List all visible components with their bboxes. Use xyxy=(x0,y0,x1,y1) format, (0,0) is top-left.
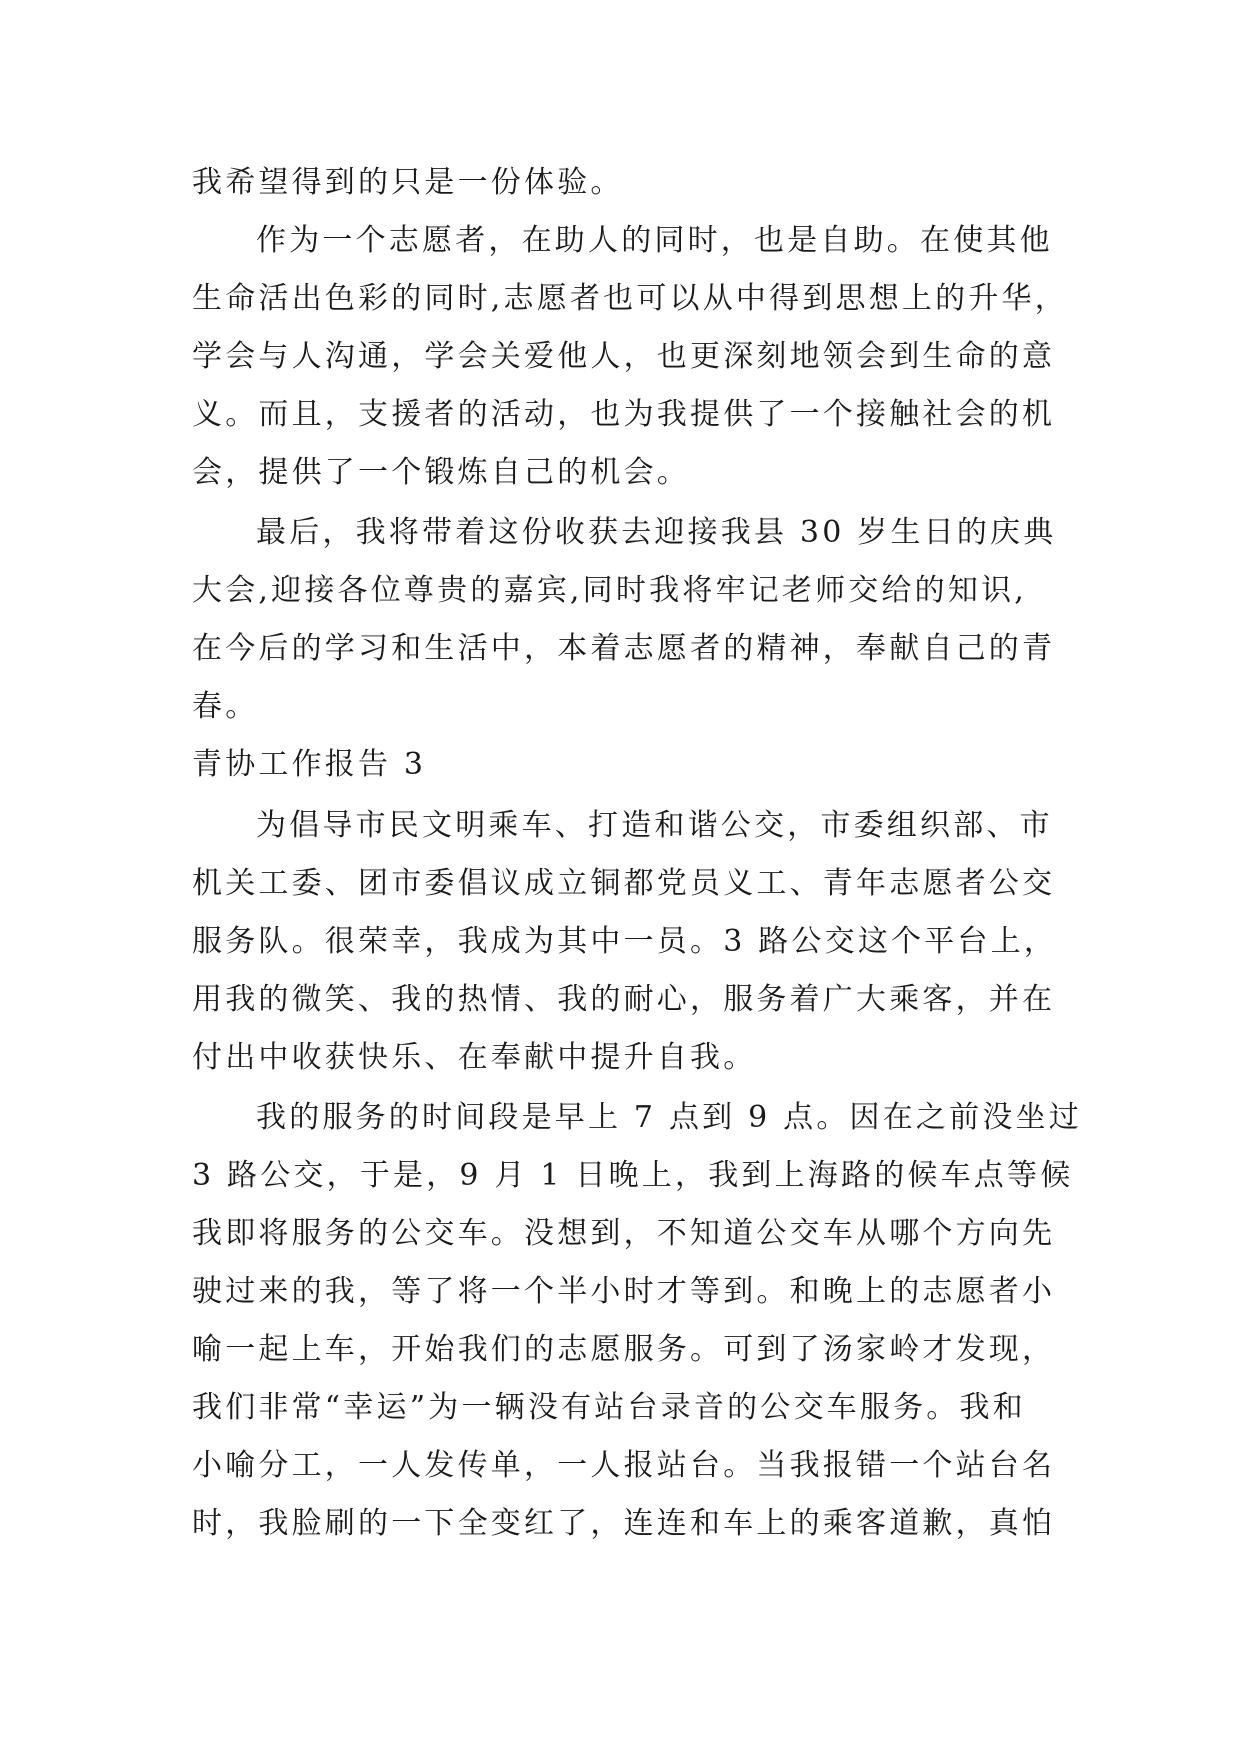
paragraph-line: 喻一起上车，开始我们的志愿服务。可到了汤家岭才发现， xyxy=(192,1332,1056,1367)
paragraph-line: 在今后的学习和生活中，本着志愿者的精神，奉献自己的青 xyxy=(192,631,1056,666)
paragraph-line: 生命活出色彩的同时,志愿者也可以从中得到思想上的升华， xyxy=(192,281,1068,316)
paragraph-line: 用我的微笑、我的热情、我的耐心，服务着广大乘客，并在 xyxy=(192,982,1056,1017)
paragraph-line: 我们非常“幸运”为一辆没有站台录音的公交车服务。我和 xyxy=(192,1390,1026,1425)
paragraph-line: 义。而且，支援者的活动，也为我提供了一个接触社会的机 xyxy=(192,397,1056,432)
paragraph-line: 我希望得到的只是一份体验。 xyxy=(192,165,624,200)
paragraph-line: 春。 xyxy=(192,689,259,724)
paragraph-line: 会，提供了一个锻炼自己的机会。 xyxy=(192,455,690,490)
paragraph-line: 3 路公交，于是，9 月 1 日晚上，我到上海路的候车点等候 xyxy=(192,1158,1074,1193)
section-heading: 青协工作报告 3 xyxy=(192,747,427,782)
paragraph-line: 服务队。很荣幸，我成为其中一员。3 路公交这个平台上， xyxy=(192,924,1058,959)
paragraph-line: 时，我脸刷的一下全变红了，连连和车上的乘客道歉，真怕 xyxy=(192,1506,1056,1541)
paragraph-line: 我即将服务的公交车。没想到，不知道公交车从哪个方向先 xyxy=(192,1216,1056,1251)
paragraph-line: 学会与人沟通，学会关爱他人，也更深刻地领会到生命的意 xyxy=(192,339,1056,374)
paragraph-line: 机关工委、团市委倡议成立铜都党员义工、青年志愿者公交 xyxy=(192,866,1056,901)
paragraph-line: 我的服务的时间段是早上 7 点到 9 点。因在之前没坐过 xyxy=(256,1100,1082,1135)
paragraph-line: 作为一个志愿者，在助人的同时，也是自助。在使其他 xyxy=(256,223,1053,258)
paragraph-line: 大会,迎接各位尊贵的嘉宾,同时我将牢记老师交给的知识, xyxy=(192,573,1028,608)
paragraph-line: 驶过来的我，等了将一个半小时才等到。和晚上的志愿者小 xyxy=(192,1274,1056,1309)
paragraph-line: 为倡导市民文明乘车、打造和谐公交，市委组织部、市 xyxy=(256,808,1053,843)
paragraph-line: 付出中收获快乐、在奉献中提升自我。 xyxy=(192,1040,757,1075)
paragraph-line: 最后，我将带着这份收获去迎接我县 30 岁生日的庆典 xyxy=(256,515,1057,550)
paragraph-line: 小喻分工，一人发传单，一人报站台。当我报错一个站台名 xyxy=(192,1448,1056,1483)
